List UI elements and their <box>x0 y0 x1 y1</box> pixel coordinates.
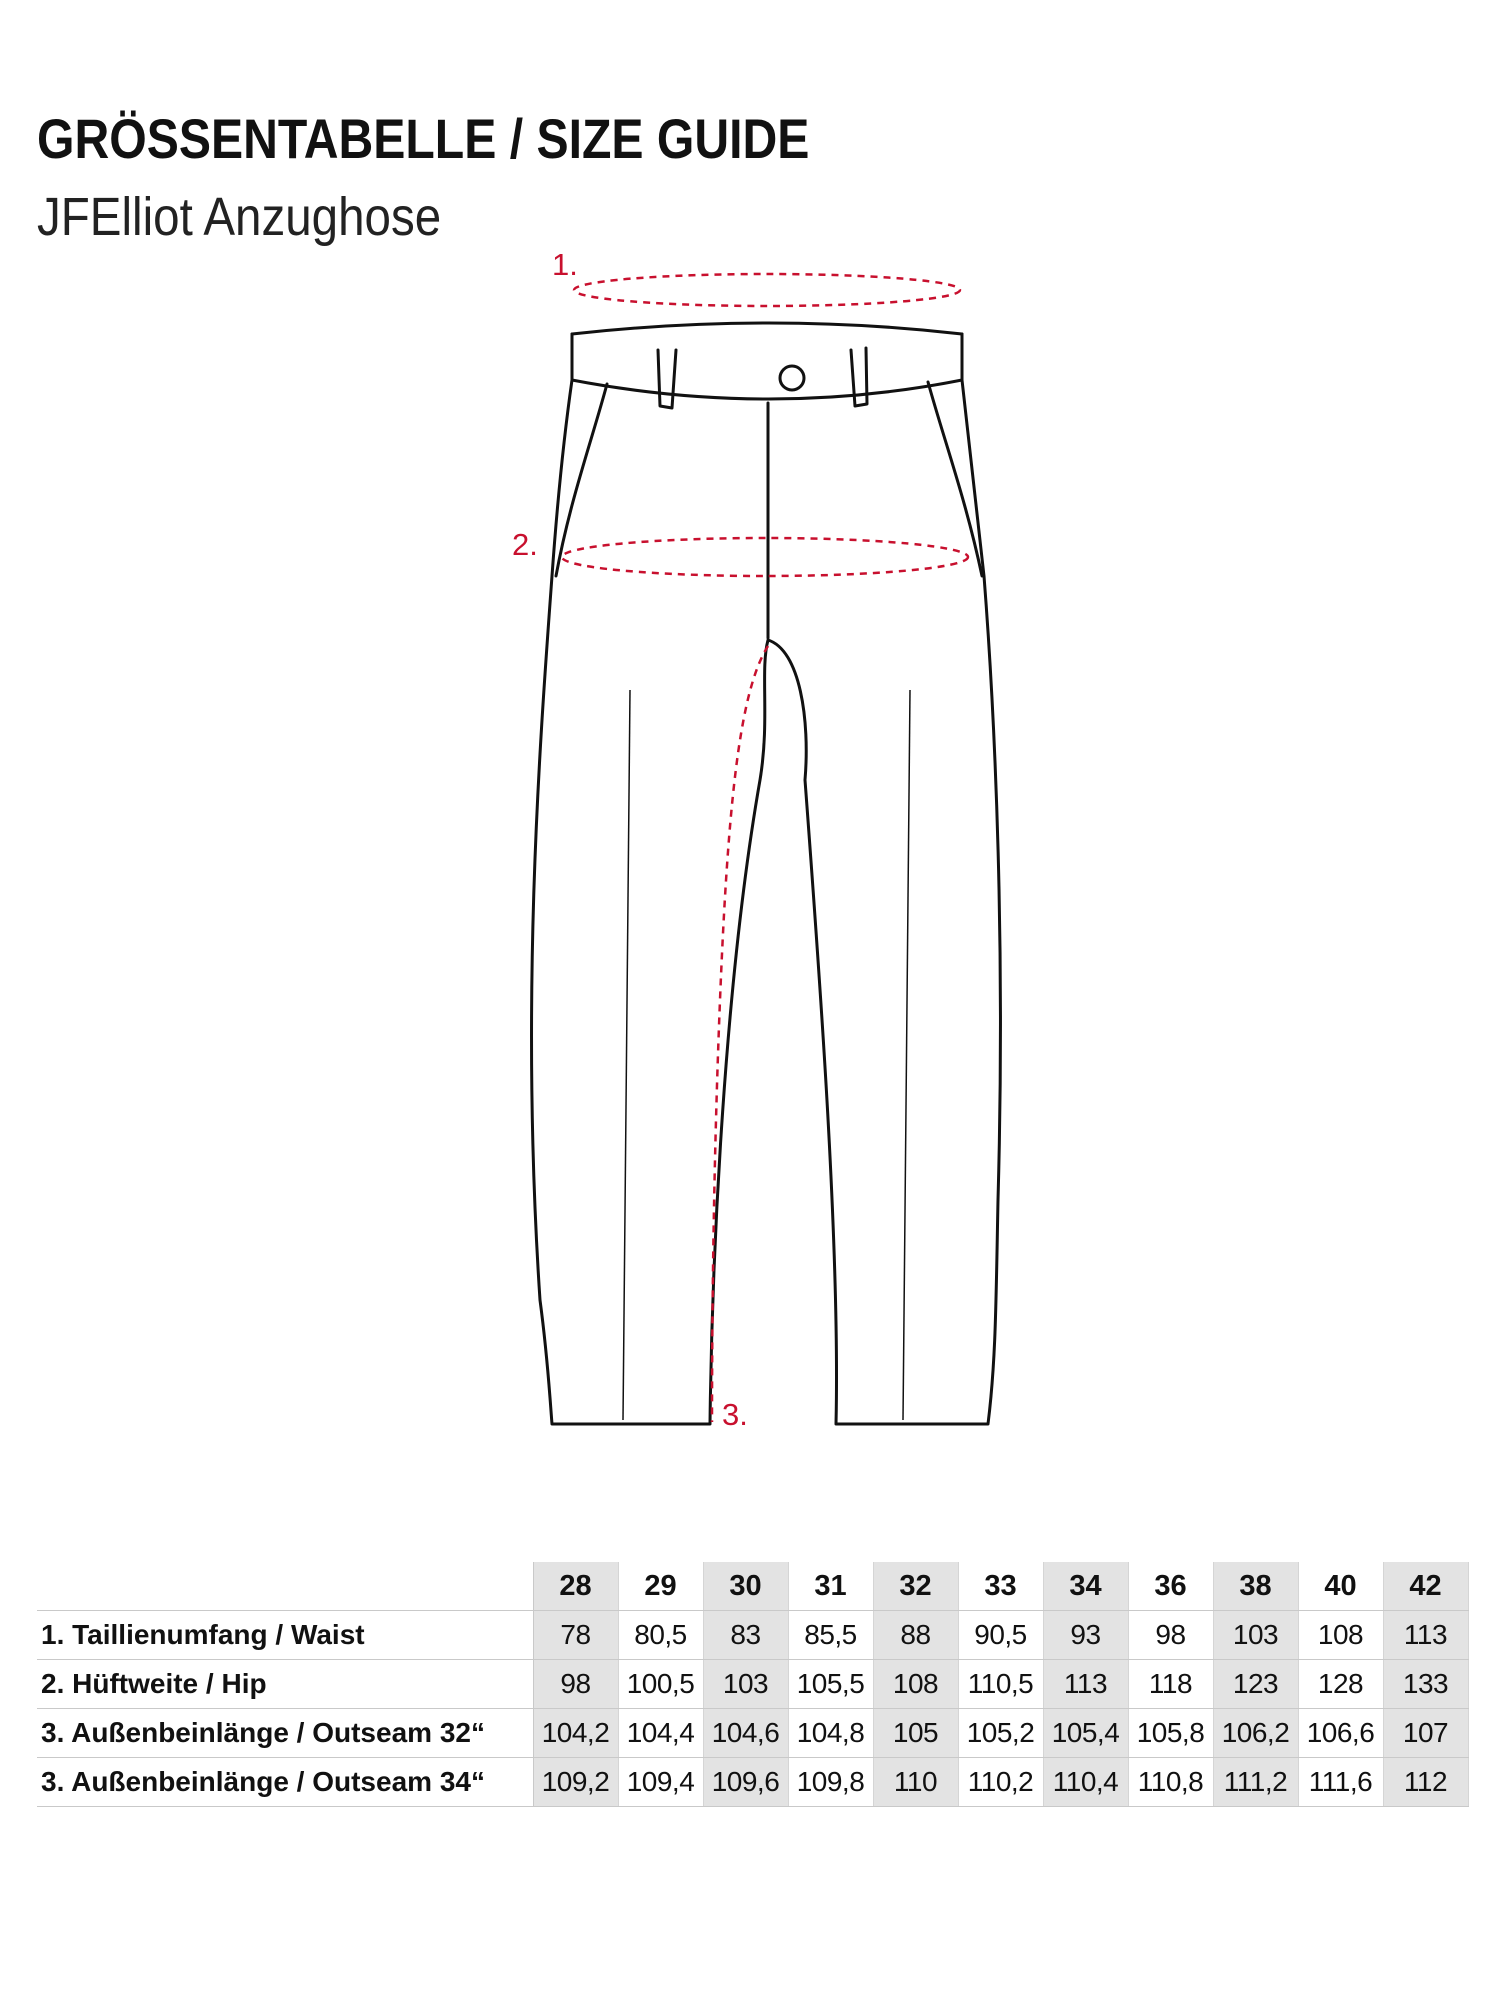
table-cell: 110 <box>873 1758 958 1807</box>
table-cell: 78 <box>533 1611 618 1660</box>
pocket-left <box>556 384 607 576</box>
size-header-cell: 38 <box>1213 1562 1298 1611</box>
table-cell: 85,5 <box>788 1611 873 1660</box>
table-cell: 111,6 <box>1298 1758 1383 1807</box>
table-cell: 109,8 <box>788 1758 873 1807</box>
product-name: JFElliot Anzughose <box>37 187 442 247</box>
table-cell: 88 <box>873 1611 958 1660</box>
size-header-cell: 29 <box>618 1562 703 1611</box>
row-label: 3. Außenbeinlänge / Outseam 32“ <box>37 1709 533 1758</box>
table-cell: 103 <box>1213 1611 1298 1660</box>
trousers-silhouette <box>532 334 1001 1424</box>
table-cell: 100,5 <box>618 1660 703 1709</box>
size-header-cell: 30 <box>703 1562 788 1611</box>
table-cell: 112 <box>1383 1758 1468 1807</box>
table-cell: 110,8 <box>1128 1758 1213 1807</box>
size-table <box>37 1562 1469 1807</box>
button <box>780 366 804 390</box>
table-cell: 123 <box>1213 1660 1298 1709</box>
table-cell: 104,8 <box>788 1709 873 1758</box>
crease-right <box>903 690 910 1420</box>
size-header-cell: 32 <box>873 1562 958 1611</box>
table-cell: 106,6 <box>1298 1709 1383 1758</box>
size-header-cell: 36 <box>1128 1562 1213 1611</box>
table-cell: 109,6 <box>703 1758 788 1807</box>
table-cell: 113 <box>1043 1660 1128 1709</box>
table-cell: 83 <box>703 1611 788 1660</box>
table-cell: 110,2 <box>958 1758 1043 1807</box>
table-cell: 110,5 <box>958 1660 1043 1709</box>
table-cell: 105 <box>873 1709 958 1758</box>
size-header-cell: 33 <box>958 1562 1043 1611</box>
row-label: 3. Außenbeinlänge / Outseam 34“ <box>37 1758 533 1807</box>
table-cell: 105,2 <box>958 1709 1043 1758</box>
table-cell: 133 <box>1383 1660 1468 1709</box>
table-cell: 110,4 <box>1043 1758 1128 1807</box>
row-label: 2. Hüftweite / Hip <box>37 1660 533 1709</box>
table-row <box>37 1660 1468 1709</box>
size-header-cell: 40 <box>1298 1562 1383 1611</box>
table-cell: 104,6 <box>703 1709 788 1758</box>
table-cell: 104,2 <box>533 1709 618 1758</box>
table-cell: 107 <box>1383 1709 1468 1758</box>
marker-label-2: 2. <box>512 527 538 562</box>
table-cell: 105,4 <box>1043 1709 1128 1758</box>
marker-label-1: 1. <box>552 247 578 282</box>
size-header-cell: 42 <box>1383 1562 1468 1611</box>
belt-loop-left <box>658 350 676 408</box>
size-header-row <box>37 1562 1468 1611</box>
table-cell: 98 <box>1128 1611 1213 1660</box>
waist-measure-line <box>574 274 960 306</box>
table-cell: 108 <box>873 1660 958 1709</box>
table-cell: 106,2 <box>1213 1709 1298 1758</box>
outseam-measure-line <box>712 646 768 1422</box>
waistband <box>572 323 962 399</box>
belt-loop-right <box>851 348 867 406</box>
row-label: 1. Taillienumfang / Waist <box>37 1611 533 1660</box>
size-header-cell: 31 <box>788 1562 873 1611</box>
crease-left <box>623 690 630 1420</box>
page-title: GRÖSSENTABELLE / SIZE GUIDE <box>37 107 810 170</box>
table-cell: 105,5 <box>788 1660 873 1709</box>
table-cell: 103 <box>703 1660 788 1709</box>
size-header-cell: 34 <box>1043 1562 1128 1611</box>
table-cell: 105,8 <box>1128 1709 1213 1758</box>
table-cell: 108 <box>1298 1611 1383 1660</box>
table-cell: 80,5 <box>618 1611 703 1660</box>
table-row <box>37 1709 1468 1758</box>
table-cell: 109,2 <box>533 1758 618 1807</box>
table-cell: 113 <box>1383 1611 1468 1660</box>
table-cell: 109,4 <box>618 1758 703 1807</box>
size-header-cell: 28 <box>533 1562 618 1611</box>
table-cell: 104,4 <box>618 1709 703 1758</box>
table-row <box>37 1758 1468 1807</box>
table-cell: 90,5 <box>958 1611 1043 1660</box>
table-cell: 98 <box>533 1660 618 1709</box>
table-cell: 93 <box>1043 1611 1128 1660</box>
hip-measure-line <box>562 538 968 576</box>
table-cell: 128 <box>1298 1660 1383 1709</box>
table-corner <box>37 1562 533 1611</box>
marker-label-3: 3. <box>722 1397 748 1432</box>
table-row <box>37 1611 1468 1660</box>
table-cell: 118 <box>1128 1660 1213 1709</box>
table-cell: 111,2 <box>1213 1758 1298 1807</box>
